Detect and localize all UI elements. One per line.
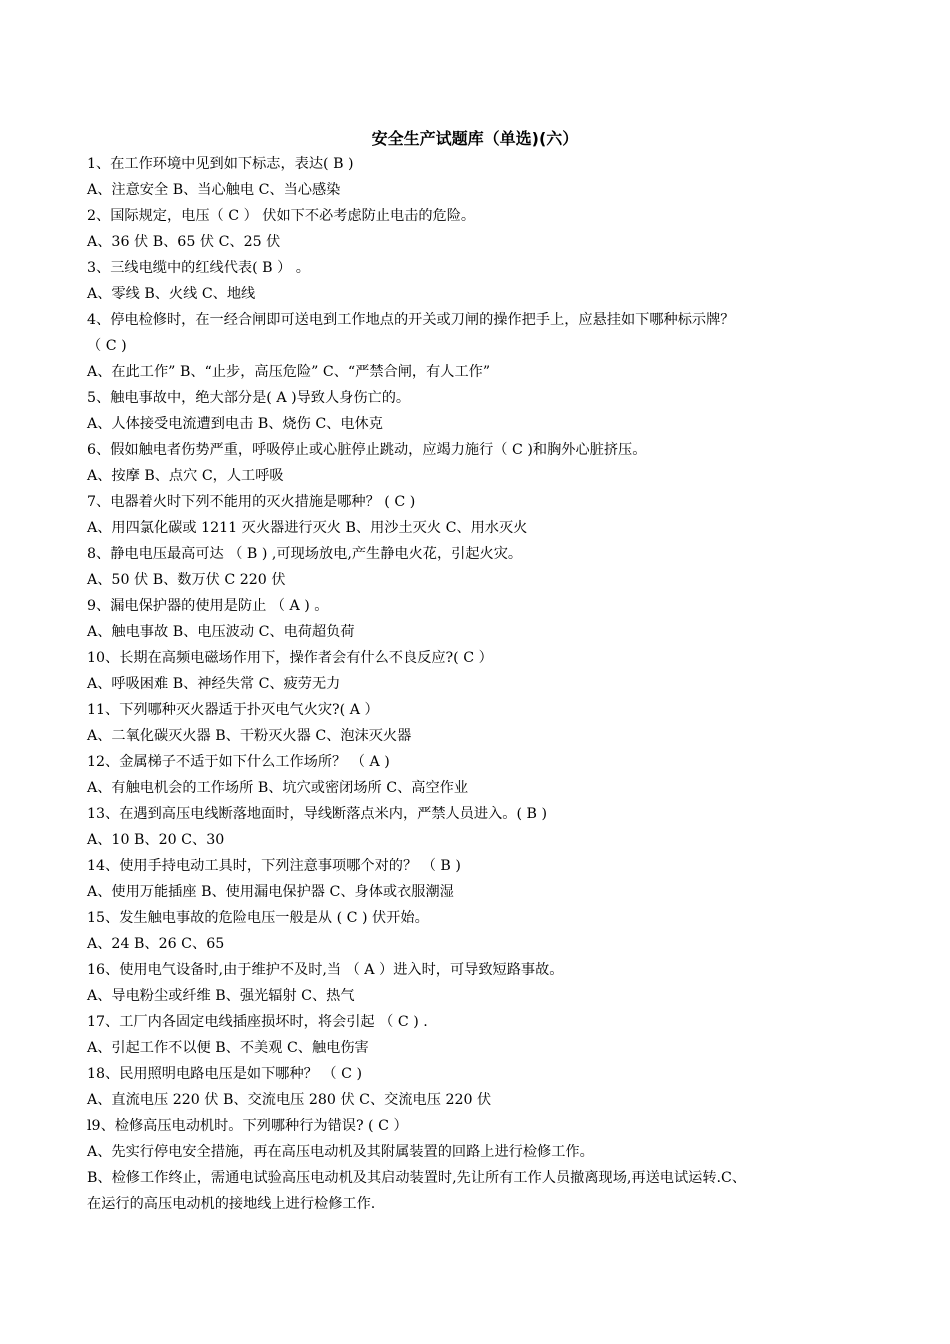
answer-options-16: A、导电粉尘或纤维 B、强光辐射 C、热气	[87, 988, 355, 1004]
answer-options-13: A、10 B、20 C、30	[87, 832, 225, 848]
question-10: 10、长期在高频电磁场作用下，操作者会有什么不良反应?( C ）	[87, 650, 493, 666]
answer-option-19-a: A、先实行停电安全措施，再在高压电动机及其附属装置的回路上进行检修工作。	[87, 1144, 594, 1160]
answer-option-19-b: B、检修工作终止，需通电试验高压电动机及其启动装置时,先让所有工作人员撤离现场,再送电试运转.C、	[87, 1170, 747, 1186]
question-16: 16、使用电气设备时,由于维护不及时,当 （ A ）进入时，可导致短路事故。	[87, 962, 564, 978]
question-1: 1、在工作环境中见到如下标志，表达( B )	[87, 156, 354, 172]
question-13: 13、在遇到高压电线断落地面时，导线断落点米内，严禁人员进入。( B )	[87, 806, 548, 822]
question-6: 6、假如触电者伤势严重，呼吸停止或心脏停止跳动，应竭力施行（ C )和胸外心脏挤压。	[87, 442, 647, 458]
question-9: 9、漏电保护器的使用是防止 （ A ) 。	[87, 598, 329, 614]
answer-options-14: A、使用万能插座 B、使用漏电保护器 C、身体或衣服潮湿	[87, 884, 454, 900]
answer-options-15: A、24 B、26 C、65	[87, 936, 225, 952]
question-4: 4、停电检修时，在一经合闸即可送电到工作地点的开关或刀闸的操作把手上，应悬挂如下哪种标示牌？	[87, 312, 735, 328]
question-11: 11、下列哪种灭火器适于扑灭电气火灾?( A ）	[87, 702, 379, 718]
question-19: l9、检修高压电动机时。下列哪种行为错误? ( C ）	[87, 1118, 408, 1134]
question-18: 18、民用照明电路电压是如下哪种？ （ C )	[87, 1066, 362, 1082]
question-4-continued: （ C )	[87, 338, 127, 354]
answer-options-8: A、50 伏 B、数万伏 C 220 伏	[87, 572, 286, 588]
question-5: 5、触电事故中，绝大部分是( A )导致人身伤亡的。	[87, 390, 411, 406]
answer-options-18: A、直流电压 220 伏 B、交流电压 280 伏 C、交流电压 220 伏	[87, 1092, 492, 1108]
question-17: 17、工厂内各固定电线插座损坏时，将会引起 （ C ) .	[87, 1014, 428, 1030]
answer-options-6: A、按摩 B、点穴 C，人工呼吸	[87, 468, 284, 484]
document-title: 安全生产试题库（单选)(六）	[371, 129, 579, 148]
answer-options-7: A、用四氯化碳或 1211 灭火器进行灭火 B、用沙土灭火 C、用水灭火	[87, 520, 528, 536]
question-14: 14、使用手持电动工具时，下列注意事项哪个对的？ （ B )	[87, 858, 461, 874]
answer-options-17: A、引起工作不以便 B、不美观 C、触电伤害	[87, 1040, 369, 1056]
answer-options-3: A、零线 B、火线 C、地线	[87, 286, 256, 302]
answer-options-12: A、有触电机会的工作场所 B、坑穴或密闭场所 C、高空作业	[87, 780, 469, 796]
question-3: 3、三线电缆中的红线代表( B ） 。	[87, 260, 310, 276]
answer-options-10: A、呼吸困难 B、神经失常 C、疲劳无力	[87, 676, 341, 692]
question-2: 2、国际规定，电压（ C ） 伏如下不必考虑防止电击的危险。	[87, 208, 476, 224]
answer-options-5: A、人体接受电流遭到电击 B、烧伤 C、电休克	[87, 416, 383, 432]
answer-option-19-c: 在运行的高压电动机的接地线上进行检修工作.	[87, 1196, 376, 1212]
answer-options-9: A、触电事故 B、电压波动 C、电荷超负荷	[87, 624, 355, 640]
question-7: 7、电器着火时下列不能用的灭火措施是哪种？ ( C )	[87, 494, 416, 510]
question-8: 8、静电电压最高可达 （ B ) ,可现场放电,产生静电火花，引起火灾。	[87, 546, 523, 562]
question-15: 15、发生触电事故的危险电压一般是从 ( C ) 伏开始。	[87, 910, 429, 926]
answer-options-2: A、36 伏 B、65 伏 C、25 伏	[87, 234, 281, 250]
answer-options-1: A、注意安全 B、当心触电 C、当心感染	[87, 182, 341, 198]
document-body	[87, 151, 867, 1217]
question-12: 12、金属梯子不适于如下什么工作场所？ （ A )	[87, 754, 390, 770]
answer-options-11: A、二氧化碳灭火器 B、干粉灭火器 C、泡沫灭火器	[87, 728, 412, 744]
answer-options-4: A、在此工作” B、“止步，高压危险” C、“严禁合闸，有人工作”	[87, 364, 491, 380]
